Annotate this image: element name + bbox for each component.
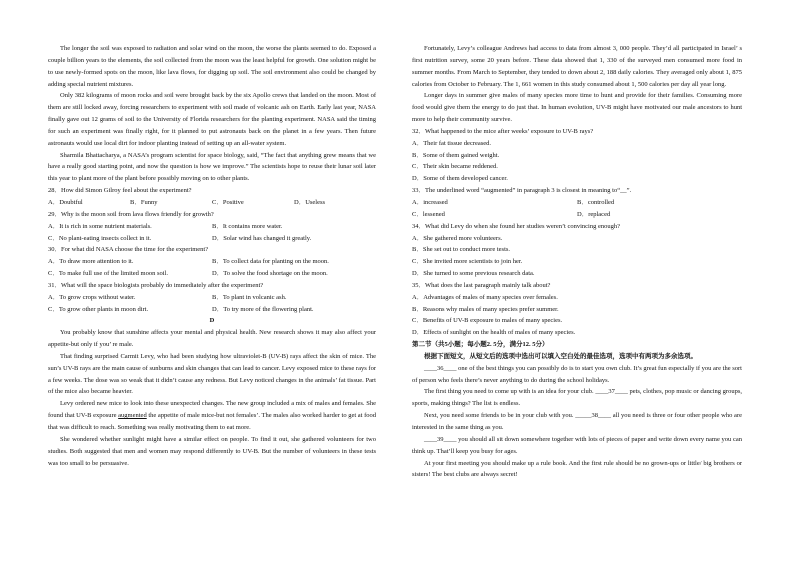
option: C．To grow other plants in moon dirt.	[48, 305, 149, 313]
option: A．Advantages of males of many species over females.	[412, 293, 558, 301]
option: D．Solar wind has changed it greatly.	[212, 234, 312, 242]
cloze-paragraph: At your first meeting you should make up a rule book. And the first rule should be no grown-ups or little/ big brothers or sisters! The best clubs are always secret!	[412, 459, 742, 479]
question-29-options	[48, 221, 376, 233]
passage-c-paragraph: The longer the soil was exposed to radiation and solar wind on the moon, the worse the plants seemed to do. Exposed a couple billion years to the elements, the soil collected from the moon was the least helpful for growth. One solution might be to use newly-formed spots on the moon, like lava flows, for digging up soil. The soil environment also could be changed by adding special nutrient mixtures.	[48, 45, 376, 88]
left-column	[48, 43, 376, 469]
text-span: Next, you need some friends to be in your club with you.	[424, 412, 574, 420]
text-span: pets, clothes, pop music or dancing groups, sports, making things? The list is endless.	[412, 388, 742, 408]
option: C．She invited more scientists to join her.	[412, 258, 523, 266]
text-span: The first thing you need to come up with is an idea for your club.	[424, 388, 594, 396]
question-29: 29．Why is the moon soil from lava flows friendly for growth?	[48, 210, 214, 218]
option: D．Effects of sunlight on the health of males of many species.	[412, 329, 576, 337]
question-33-options	[412, 209, 742, 221]
option: B．Funny	[130, 198, 158, 206]
option: A．She gathered more volunteers.	[412, 234, 503, 242]
question-33: 33．The underlined word “augmented” in paragraph 3 is closest in meaning to“__”.	[412, 187, 632, 195]
passage-d-paragraph	[48, 398, 376, 434]
passage-d-paragraph: You probably know that sunshine affects your mental and physical health. New research shows it may also affect your appetite-but only if you’ re male.	[48, 329, 376, 349]
option: A．To grow crops without water.	[48, 293, 136, 301]
section-2-instructions: 根据下面短文，从短文后的选项中选出可以填入空白处的最佳选项，选项中有两项为多余选项。	[424, 352, 697, 360]
question-29-options	[48, 233, 376, 245]
option: D．To try more of the flowering plant.	[212, 305, 314, 313]
passage-d-paragraph: Fortunately, Levy’s colleague Andrews had access to data from almost 3, 000 people. They’d all participated in Israel’ s first nutrition survey, some 20 years before. These data showed that 1, 330 of the surveyed men consumed more food in summer months. From March to September, they tended to down about 2, 188 daily calories. They averaged only about 1, 875 calories from October to February. The 1, 661 women in this study consumed about 1, 500 calories per day all year long.	[412, 45, 742, 88]
question-30: 30．For what did NASA choose the time for the experiment?	[48, 246, 209, 254]
passage-d-heading: D	[209, 317, 215, 325]
option: C．To make full use of the limited moon soil.	[48, 270, 168, 278]
option: D．Some of them developed cancer.	[412, 175, 508, 183]
question-34: 34．What did Levy do when she found her studies weren’t convincing enough?	[412, 222, 621, 230]
blank-36: ____36____	[424, 364, 457, 372]
question-30-options	[48, 256, 376, 268]
cloze-paragraph	[412, 410, 742, 434]
passage-d-paragraph: She wondered whether sunlight might have a similar effect on people. To find it out, she gathered volunteers for two studies. Both suggested that men and women may respond differently to UV-B. But the number of volunteers in these tests was too small to be persuasive.	[48, 435, 376, 467]
question-35: 35．What does the last paragraph mainly talk about?	[412, 281, 551, 289]
question-31-options	[48, 304, 376, 316]
option: A．Their fat tissue decreased.	[412, 139, 492, 147]
option: A．It is rich in some nutrient materials.	[48, 222, 152, 230]
question-31-options	[48, 292, 376, 304]
option: B．Some of them gained weight.	[412, 151, 500, 159]
option: C．No plant-eating insects collect in it.	[48, 234, 152, 242]
option: A．To draw more attention to it.	[48, 258, 134, 266]
passage-c-paragraph: Only 382 kilograms of moon rocks and soil were brought back by the six Apollo crews that landed on the moon. Most of them are still locked away, forcing researchers to experiment with soil made of volcanic ash on Earth. Early last year, NASA finally gave out 12 grams of soil to the University of Florida researchers for the planting experiment. NASA said the timing for such an experiment was finally right, for it planned to put astronauts back on the planet in a few years. Then future astronauts would use local dirt for indoor planting instead of setting up an all-water system.	[48, 92, 376, 147]
underlined-word: augmented	[118, 412, 147, 420]
cloze-paragraph	[412, 363, 742, 387]
question-30-options	[48, 268, 376, 280]
blank-39: ____39____	[424, 435, 457, 443]
text-span: all you need is three or four other people who are interested in the same thing as you.	[412, 412, 742, 431]
passage-d-paragraph: That finding surprised Carmit Levy, who had been studying how ultraviolet-B (UV-B) rays affect the skin of mice. The sun’s UV-B rays are the main cause of sunburns and skin changes that can lead to cancer. Levy exposed mice to these rays for a few weeks. The dose was so weak that it didn’t cause any redness. But Levy noticed changes in the animals’ fat tissue. Part of the mice also became heavier.	[48, 352, 376, 396]
blank-38: _____38____	[575, 412, 611, 420]
option: D．replaced	[577, 210, 611, 218]
section-2-title: 第二节（共5小题；每小题2. 5分，满分12. 5分）	[412, 341, 549, 349]
question-33-options	[412, 197, 742, 209]
passage-c-paragraph: Sharmila Bhattacharya, a NASA’s program scientist for space biology, said, “The fact that anything grew means that we have a really good starting point, and now the question is how we improve.” The scientists hope to reuse their lunar soil later this year to plant more of the plant before possibly moving on to other plants.	[48, 151, 376, 183]
option: B．To collect data for planting on the moon.	[212, 258, 329, 266]
option: A．increased	[412, 198, 448, 206]
text-span: the appetite of male mice-but not females’. The males also worked harder to get at food that was difficult to reach. Something was really motivating them to eat more.	[48, 412, 376, 431]
option: D．Useless	[294, 198, 326, 206]
text-span: Levy ordered new mice to look into these unexpected changes. The new group included a mix of males and females. She found that UV-B exposure	[48, 400, 376, 420]
passage-d-paragraph: Longer days in summer give males of many species more time to hunt and provide for their families. Consuming more food would give them the energy to do just that. In human evolution, UV-B might have motivated our male ancestors to hunt more to help their community survive.	[412, 92, 742, 124]
question-28-options	[48, 197, 376, 209]
right-column	[412, 43, 742, 481]
text-span: one of the best things you can possibly do is to start you own club. It’s great fun especially if you are the sort of person who feels there’s never anything to do during the school holidays.	[412, 364, 742, 384]
option: C．Benefits of UV-B exposure to males of many species.	[412, 317, 563, 325]
question-32: 32．What happened to the mice after weeks’ exposure to UV-B rays?	[412, 127, 594, 135]
cloze-paragraph	[412, 386, 742, 410]
option: C．lessened	[412, 210, 445, 218]
option: D．She turned to some previous research data.	[412, 270, 535, 278]
option: C．Their skin became reddened.	[412, 163, 498, 171]
option: B．She set out to conduct more tests.	[412, 246, 511, 254]
cloze-paragraph	[412, 434, 742, 458]
question-28: 28．How did Simon Gilroy feel about the experiment?	[48, 187, 192, 195]
blank-37: ____37____	[595, 388, 628, 396]
question-31: 31．What will the space biologists probably do immediately after the experiment?	[48, 281, 264, 289]
option: C．Positive	[212, 198, 244, 206]
option: B．Reasons why males of many species prefer summer.	[412, 305, 559, 313]
option: A．Doubtful	[48, 198, 83, 206]
option: B．To plant in volcanic ash.	[212, 293, 287, 301]
option: D．To solve the food shortage on the moon.	[212, 270, 328, 278]
option: B．controlled	[577, 198, 615, 206]
option: B．It contains more water.	[212, 222, 283, 230]
text-span: you should all sit down somewhere together with lots of pieces of paper and write down every name you can think up. That’ll keep you busy for ages.	[412, 435, 742, 455]
